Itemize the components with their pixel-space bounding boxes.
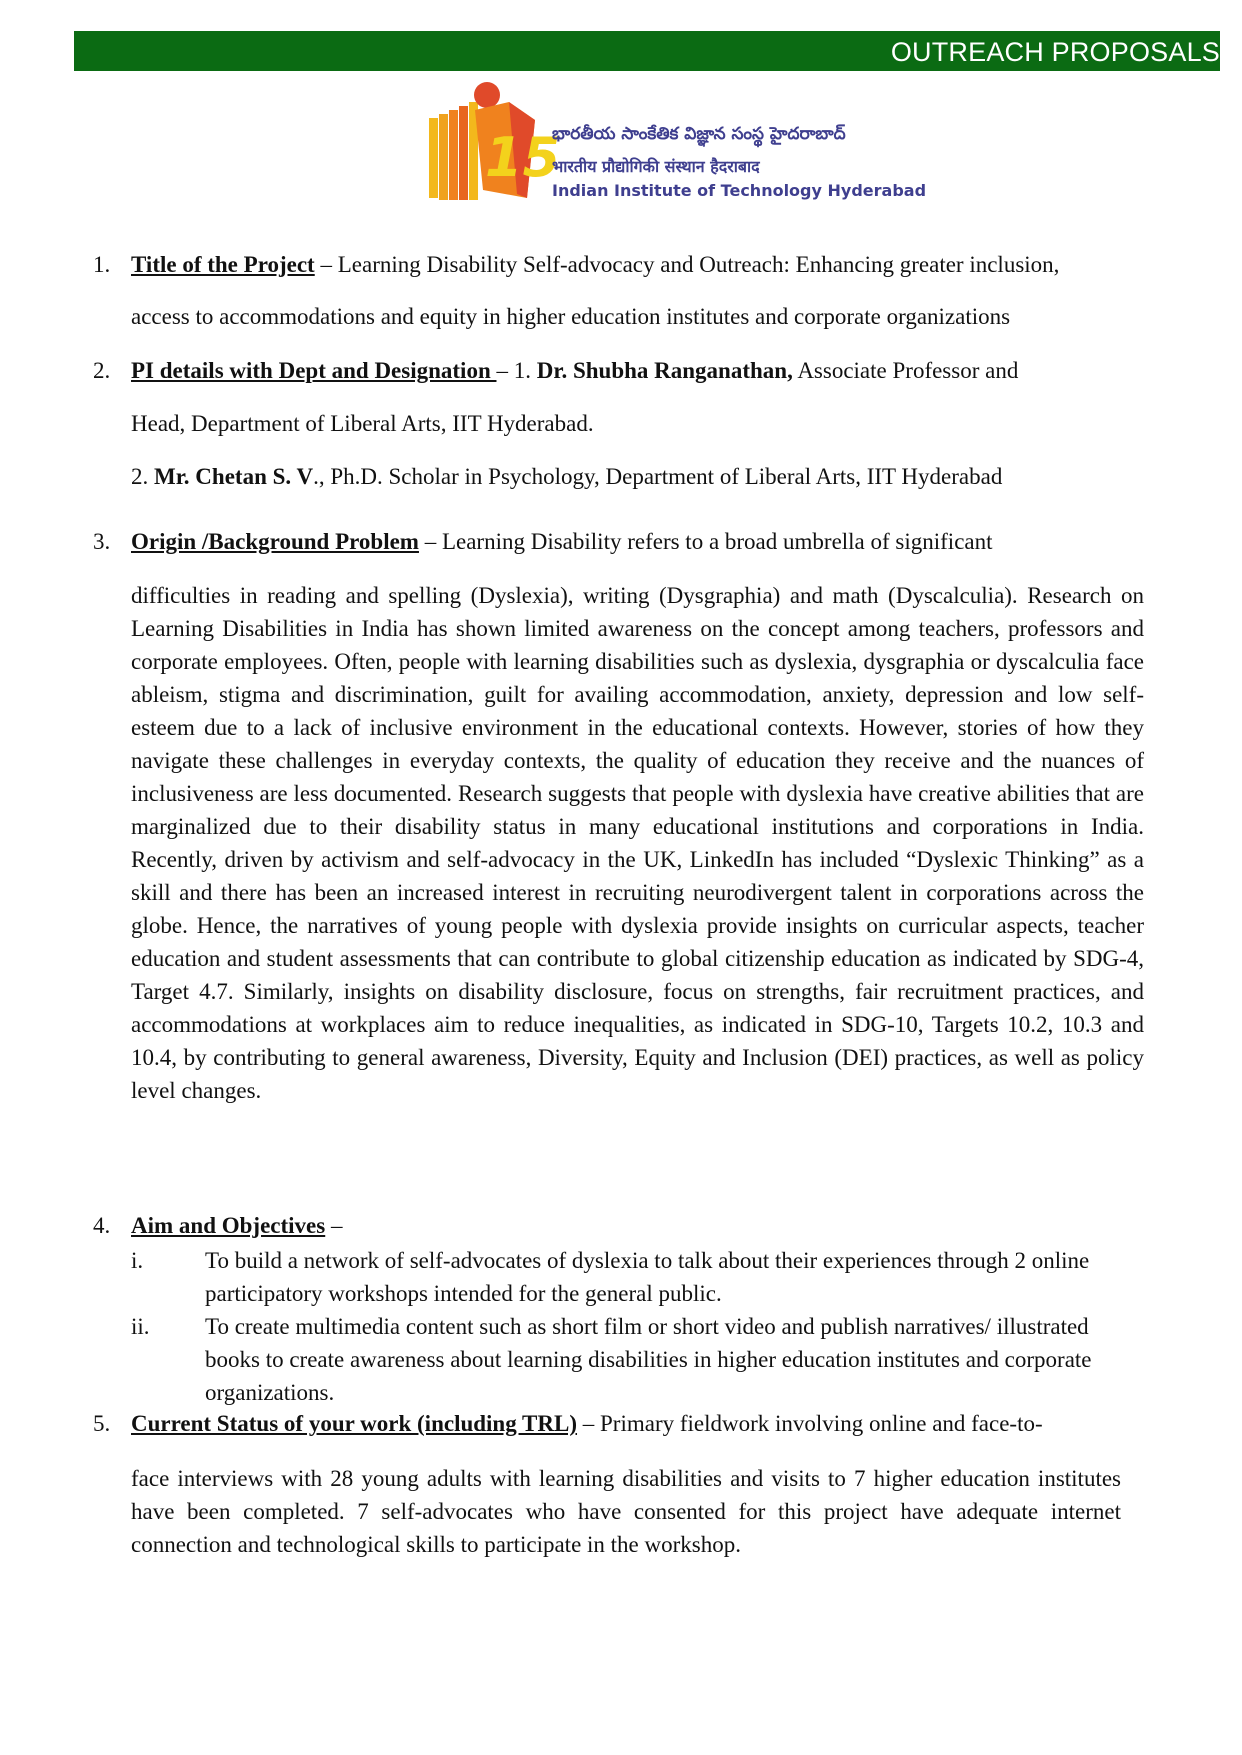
section-5-line-1 — [131, 1409, 1043, 1439]
section-5-paragraph: face interviews with 28 young adults with learning disabilities and visits to 7 higher education institutes have been completed. 7 self-advocates who have consented for this project have adequate internet connection and technological skills to participate in the workshop. — [131, 1466, 1121, 1557]
section-1-line-2: access to accommodations and equity in higher education institutes and corporate organizations — [131, 304, 1011, 329]
section-1-line-1 — [131, 250, 1059, 280]
section-2-line-1 — [131, 356, 1018, 386]
section-1-number: 1. — [93, 252, 111, 277]
section-4-heading: Aim and Objectives — [131, 1213, 326, 1238]
pi-1-name: Dr. Shubha Ranganathan, — [536, 358, 793, 383]
iith-logo — [425, 80, 927, 208]
section-3-paragraph: difficulties in reading and spelling (Dyslexia), writing (Dysgraphia) and math (Dyscalculia). Research on Learning Disabilities in India has shown limited awareness on the concept among teachers, professors and corporate employees. Often, people with learning disabilities such as dyslexia, dysgraphia or dyscalculia face ableism, stigma and discrimination, guilt for availing accommodation, anxiety, depression and low self-esteem due to a lack of inclusive environment in the educational contexts. However, stories of how they navigate these challenges in everyday contexts, the quality of education they receive and the nuances of inclusiveness are less documented. Research suggests that people with dyslexia have creative abilities that are marginalized due to their disability status in many educational institutions and corporations in India. Recently, driven by activism and self-advocacy in the UK, LinkedIn has included “Dyslexic Thinking” as a skill and there has been an increased interest in recruiting neurodivergent talent in corporations across the globe. Hence, the narratives of young people with dyslexia provide insights on curricular aspects, teacher education and student assessments that can contribute to global citizenship education as indicated by SDG-4, Target 4.7. Similarly, insights on disability disclosure, focus on strengths, fair recruitment practices, and accommodations at workplaces aim to reduce inequalities, as indicated in SDG-10, Targets 10.2, 10.3 and 10.4, by contributing to general awareness, Diversity, Equity and Inclusion (DEI) practices, as well as policy level changes. — [131, 583, 1144, 1103]
pi-2-name: Mr. Chetan S. V — [154, 464, 314, 489]
emblem-number: 15 — [485, 126, 561, 189]
section-2-pi-2 — [131, 462, 1002, 492]
iith-15-emblem-icon — [425, 80, 561, 208]
header-bar — [74, 31, 1220, 71]
pi-1-designation: Associate Professor and — [792, 358, 1019, 383]
section-5-heading: Current Status of your work (including TRL) — [131, 1411, 578, 1436]
objective-1-text: To build a network of self-advocates of dyslexia to talk about their experiences through 2 online participatory workshops intended for the general public. — [205, 1248, 1090, 1306]
section-3-heading: Origin /Background Problem — [131, 529, 419, 554]
pi-2-designation: ., Ph.D. Scholar in Psychology, Department of Liberal Arts, IIT Hyderabad — [313, 464, 1003, 489]
section-5-intro: – Primary fieldwork involving online and face-to- — [577, 1411, 1043, 1436]
objective-2-text: To create multimedia content such as short film or short video and publish narratives/ illustrated books to create awareness about learning disabilities in higher education institutes and corporate organizations. — [205, 1314, 1092, 1405]
header-title: OUTREACH PROPOSALS — [890, 37, 1220, 67]
objective-1-number: i. — [131, 1248, 144, 1273]
section-4-dash: – — [325, 1213, 343, 1238]
section-4-line-1 — [131, 1211, 342, 1241]
logo-line-telugu: భారతీయ సాంకేతిక విజ్ఞాన సంస్థ హైదరాబాద్ — [552, 124, 846, 144]
section-4-number: 4. — [93, 1213, 111, 1238]
section-3-intro: – Learning Disability refers to a broad umbrella of significant — [418, 529, 993, 554]
logo-line-english: Indian Institute of Technology Hyderabad — [552, 181, 927, 200]
section-3-line-1 — [131, 527, 993, 557]
section-3-number: 3. — [93, 529, 111, 554]
section-5-number: 5. — [93, 1411, 111, 1436]
pi-1-prefix: – 1. — [496, 358, 537, 383]
section-1-title-text: – Learning Disability Self-advocacy and Outreach: Enhancing greater inclusion, — [314, 252, 1060, 277]
objective-2-number: ii. — [131, 1314, 150, 1339]
pi-2-prefix: 2. — [131, 464, 154, 489]
section-1-heading: Title of the Project — [131, 252, 315, 277]
section-2-number: 2. — [93, 358, 111, 383]
logo-line-hindi: भारतीय प्रौद्योगिकी संस्थान हैदराबाद — [552, 157, 760, 176]
section-2-heading: PI details with Dept and Designation — [131, 358, 497, 383]
pi-1-department: Head, Department of Liberal Arts, IIT Hyderabad. — [131, 411, 594, 436]
